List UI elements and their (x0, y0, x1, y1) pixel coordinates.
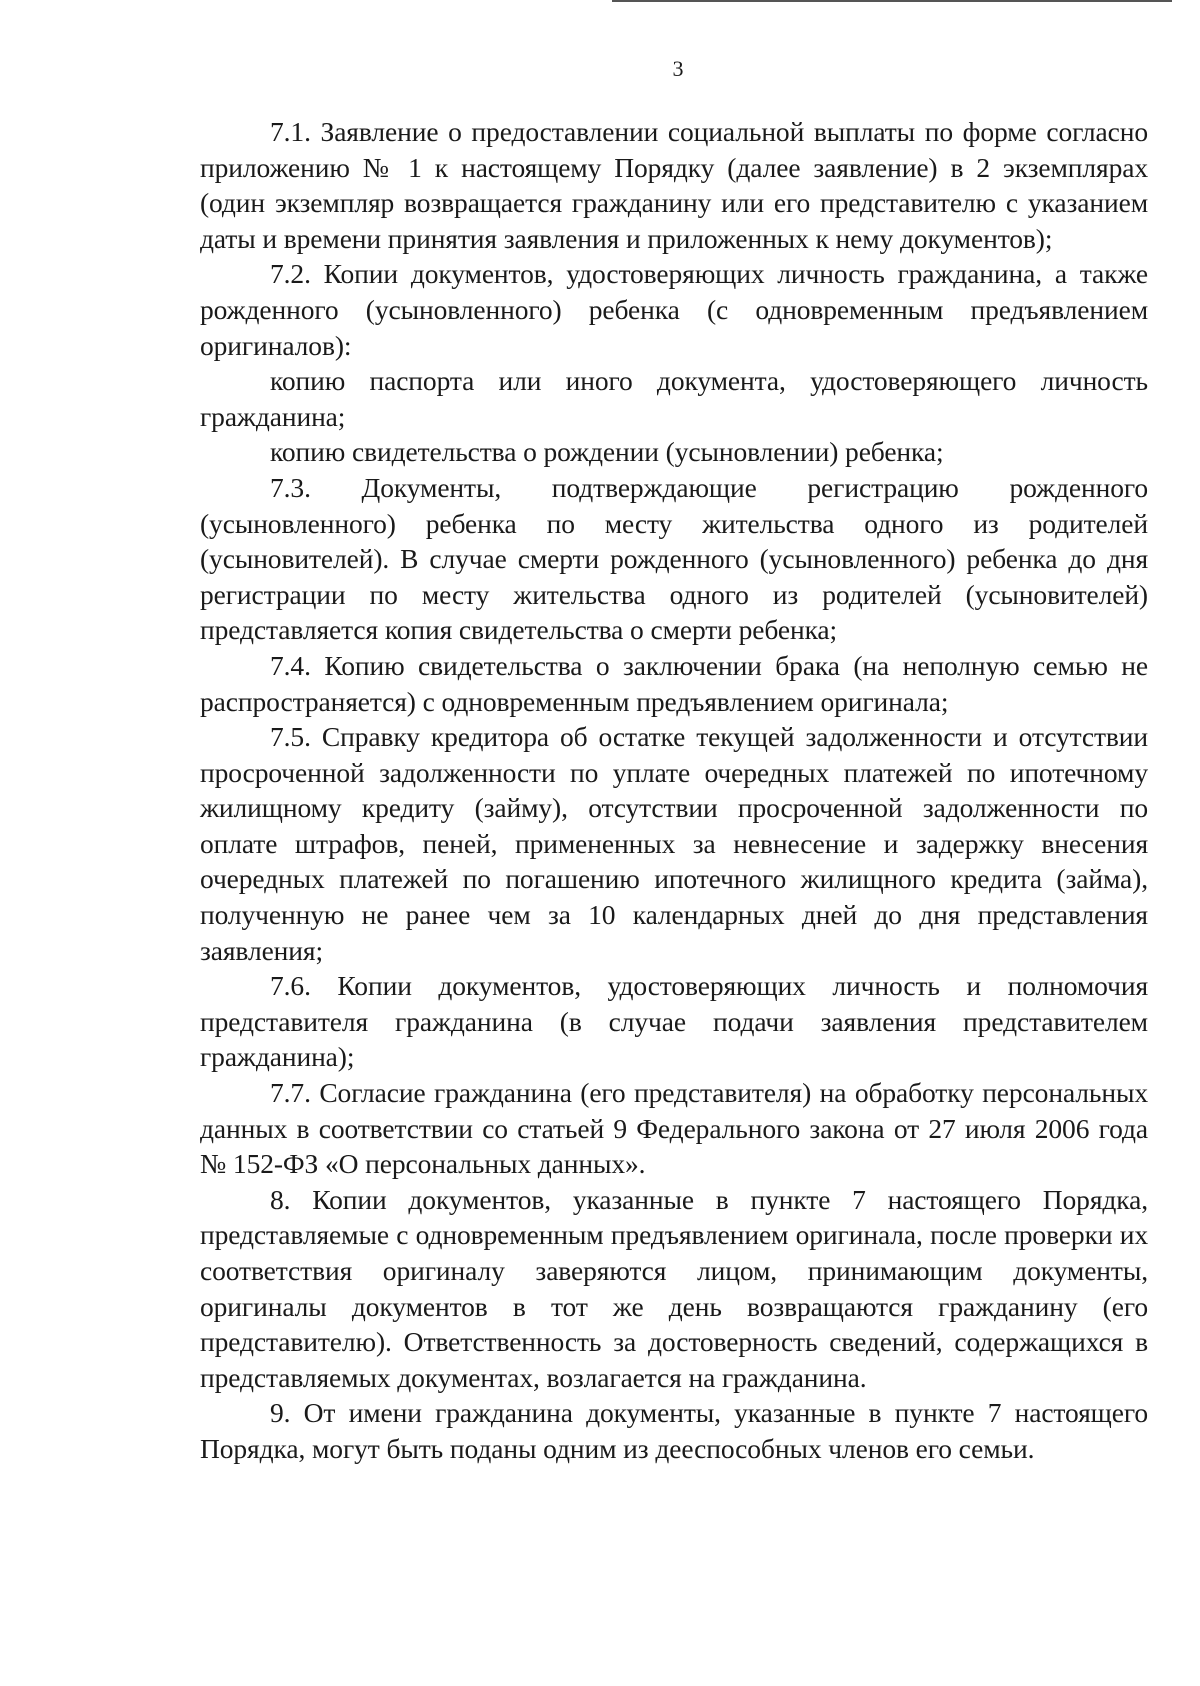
paragraph-7-5: 7.5. Справку кредитора об остатке текущей задолженности и отсутствии просроченной задолженности по уплате очередных платежей по ипотечному жилищному кредиту (займу), отсутствии просроченной задолженности по оплате штрафов, пеней, примененных за невнесение и задержку внесения очередных платежей по погашению ипотечного жилищного кредита (займа), полученную не ранее чем за 10 календарных дней до дня представления заявления; (200, 721, 1148, 966)
document-body (200, 114, 1148, 1467)
paragraph-7-7: 7.7. Согласие гражданина (его представителя) на обработку персональных данных в соответствии со статьей 9 Федерального закона от 27 июля 2006 года № 152-ФЗ «О персональных данных». (200, 1077, 1148, 1180)
paragraph-9: 9. От имени гражданина документы, указанные в пункте 7 настоящего Порядка, могут быть поданы одним из дееспособных членов его семьи. (200, 1397, 1148, 1464)
paragraph-7-4: 7.4. Копию свидетельства о заключении брака (на неполную семью не распространяется) с одновременным предъявлением оригинала; (200, 649, 1148, 717)
paragraph-7-6: 7.6. Копии документов, удостоверяющих личность и полномочия представителя гражданина (в случае подачи заявления представителем гражданина); (200, 970, 1148, 1073)
paragraph-7-2: 7.2. Копии документов, удостоверяющих личность гражданина, а также рожденного (усыновленного) ребенка (с одновременным предъявлением оригиналов): (200, 258, 1148, 361)
paragraph-7-2-passport: копию паспорта или иного документа, удостоверяющего личность гражданина; (200, 365, 1148, 432)
scan-top-rule (612, 0, 1172, 2)
paragraph-7-1: 7.1. Заявление о предоставлении социальной выплаты по форме согласно приложению № 1 к настоящему Порядку (далее заявление) в 2 экземплярах (один экземпляр возвращается гражданину или его представителю с указанием даты и времени принятия заявления и приложенных к нему документов); (200, 116, 1148, 254)
paragraph-8: 8. Копии документов, указанные в пункте 7 настоящего Порядка, представляемые с одновременным предъявлением оригинала, после проверки их соответствия оригиналу заверяются лицом, принимающим документы, оригиналы документов в тот же день возвращаются гражданину (его представителю). Ответственность за достоверность сведений, содержащихся в представляемых документах, возлагается на гражданина. (200, 1183, 1148, 1393)
paragraph-7-3: 7.3. Документы, подтверждающие регистрацию рожденного (усыновленного) ребенка по месту жительства одного из родителей (усыновителей). В случае смерти рожденного (усыновленного) ребенка до дня регистрации по месту жительства одного из родителей (усыновителей) представляется копия свидетельства о смерти ребенка; (200, 471, 1148, 646)
page-number: 3 (672, 56, 684, 81)
paragraph-7-2-birth-certificate: копию свидетельства о рождении (усыновлении) ребенка; (270, 436, 944, 468)
